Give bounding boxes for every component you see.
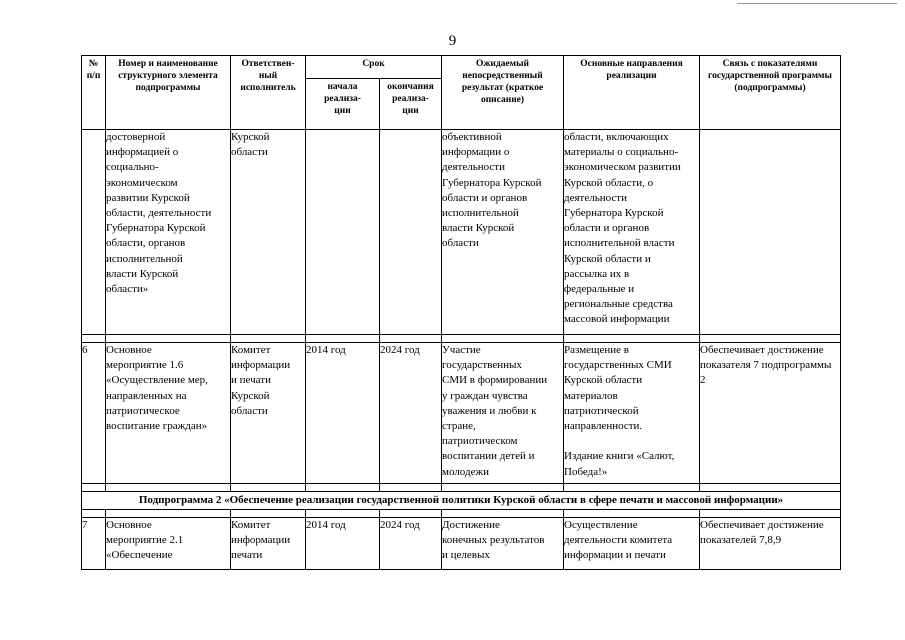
header-result: Ожидаемый непосредственный результат (краткое описание) xyxy=(442,56,564,130)
table-row xyxy=(82,343,841,484)
spacer-row xyxy=(82,335,841,343)
header-rule xyxy=(737,3,897,4)
row-end: 2024 год xyxy=(380,343,442,484)
row-start: 2014 год xyxy=(306,518,380,570)
header-num: № п/п xyxy=(82,56,106,130)
row-result: Достижение конечных результатов и целевых xyxy=(442,518,564,570)
row-directions: Осуществление деятельности комитета информации и печати xyxy=(564,518,700,570)
row-directions: области, включающих материалы о социально- экономическом развитии Курской области, о деятельности Губернатора Курской области и органов исполнительной власти Курской области и рассылка их в федеральные и региональные средства массовой информации xyxy=(564,130,700,335)
header-term: Срок xyxy=(306,56,442,79)
row-num: 7 xyxy=(82,518,106,570)
row-name: достоверной информацией о социально- экономическом развитии Курской области, деятельности Губернатора Курской области, органов исполнительной власти Курской области» xyxy=(106,130,231,335)
header-executor: Ответствен- ный исполнитель xyxy=(231,56,306,130)
page-number: 9 xyxy=(448,33,457,49)
table-row xyxy=(82,130,841,335)
row-result: Участие государственных СМИ в формировании у граждан чувства уважения и любви к стране, патриотическом воспитании детей и молодежи xyxy=(442,343,564,484)
header-row xyxy=(82,56,841,79)
row-end xyxy=(380,130,442,335)
row-executor: Курской области xyxy=(231,130,306,335)
subprogram-title: Подпрограмма 2 «Обеспечение реализации государственной политики Курской области в сфере печати и массовой информации» xyxy=(82,492,841,510)
row-executor: Комитет информации и печати Курской области xyxy=(231,343,306,484)
spacer-row xyxy=(82,510,841,518)
row-link: Обеспечивает достижение показателя 7 подпрограммы 2 xyxy=(700,343,841,484)
row-link xyxy=(700,130,841,335)
header-term-start: начала реализа- ции xyxy=(306,79,380,130)
spacer-row xyxy=(82,484,841,492)
row-num: 6 xyxy=(82,343,106,484)
header-name: Номер и наименование структурного элемента подпрограммы xyxy=(106,56,231,130)
row-start xyxy=(306,130,380,335)
header-term-end: окончания реализа- ции xyxy=(380,79,442,130)
row-link: Обеспечивает достижение показателей 7,8,9 xyxy=(700,518,841,570)
row-directions: Размещение в государственных СМИ Курской области материалов патриотической направленности. Издание книги «Салют, Победа!» xyxy=(564,343,700,484)
row-name: Основное мероприятие 2.1 «Обеспечение xyxy=(106,518,231,570)
subprogram-row xyxy=(82,492,841,510)
row-start: 2014 год xyxy=(306,343,380,484)
row-result: объективной информации о деятельности Губернатора Курской области и органов исполнительной власти Курской области xyxy=(442,130,564,335)
row-name: Основное мероприятие 1.6 «Осуществление мер, направленных на патриотическое воспитание граждан» xyxy=(106,343,231,484)
header-link: Связь с показателями государственной программы (подпрограммы) xyxy=(700,56,841,130)
program-table xyxy=(81,55,841,570)
row-end: 2024 год xyxy=(380,518,442,570)
row-executor: Комитет информации печати xyxy=(231,518,306,570)
row-num xyxy=(82,130,106,335)
header-directions: Основные направления реализации xyxy=(564,56,700,130)
table-row xyxy=(82,518,841,570)
